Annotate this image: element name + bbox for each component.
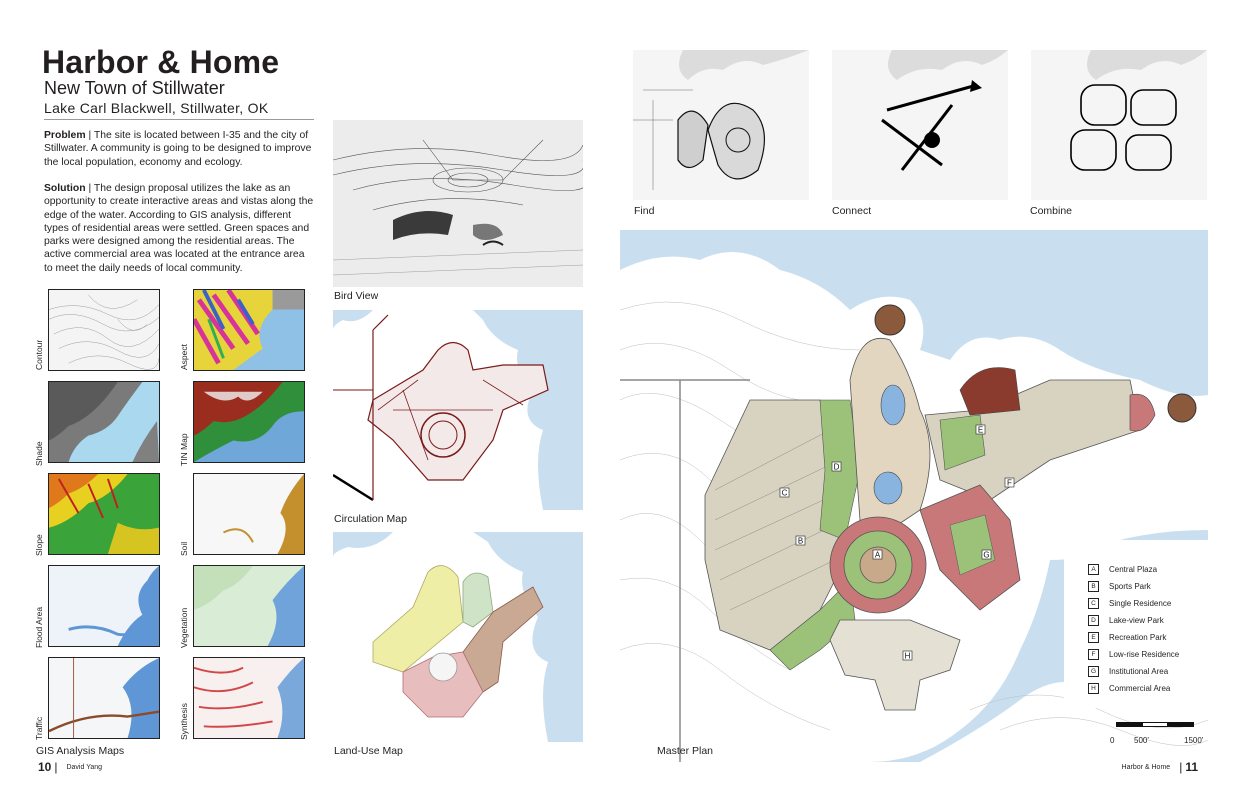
footer-right: Harbor & Home | 11: [1121, 760, 1198, 774]
gis-map-contour: [48, 289, 160, 371]
plan-letter-e: E: [977, 425, 984, 435]
gis-map-aspect: [193, 289, 305, 371]
circulation-map-image: [333, 310, 583, 510]
scale-segment: [1168, 722, 1194, 727]
gis-map-flood-area: [48, 565, 160, 647]
sketch-combine: [1031, 50, 1207, 200]
connect-caption: Connect: [832, 205, 872, 217]
scale-label-mid: 500': [1134, 736, 1149, 745]
gis-label-shade: Shade: [34, 441, 44, 466]
legend-item: B Sports Park: [1088, 581, 1151, 592]
legend-item: F Low-rise Residence: [1088, 649, 1179, 660]
gis-label-contour: Contour: [34, 339, 44, 370]
footer-author: David Yang: [66, 764, 103, 772]
right-page-number: 11: [1185, 760, 1198, 774]
plan-letter-h: H: [904, 651, 911, 661]
project-location: Lake Carl Blackwell, Stillwater, OK: [44, 100, 269, 116]
gis-label-tin-map: TIN Map: [179, 433, 189, 466]
gis-map-tin: [193, 381, 305, 463]
problem-paragraph: [44, 129, 316, 169]
scale-segment: [1142, 722, 1168, 727]
legend-item: C Single Residence: [1088, 598, 1171, 609]
combine-caption: Combine: [1030, 205, 1073, 217]
legend-item: H Commercial Area: [1088, 683, 1170, 694]
gis-map-vegetation: [193, 565, 305, 647]
problem-text: | The site is located between I-35 and the city of Stillwater. A community is going to be designed to improve the local population, economy and ecology.: [44, 130, 312, 168]
sketch-find: [633, 50, 809, 200]
gis-label-traffic: Traffic: [34, 716, 44, 740]
land-use-caption: Land-Use Map: [334, 745, 403, 757]
plan-letter-b: B: [797, 536, 804, 546]
gis-label-soil: Soil: [179, 541, 189, 556]
sketch-connect: [832, 50, 1008, 200]
plan-letter-f: F: [1007, 478, 1012, 488]
legend-item: E Recreation Park: [1088, 632, 1166, 643]
bird-view-caption: Bird View: [334, 290, 379, 302]
plan-letter-d: D: [833, 462, 840, 472]
master-plan-caption: Master Plan: [657, 745, 714, 757]
scale-label-zero: 0: [1110, 736, 1115, 745]
gis-caption: GIS Analysis Maps: [36, 745, 125, 757]
plan-letter-c: C: [781, 488, 788, 498]
scale-label-end: 1500': [1184, 736, 1204, 745]
scale-bar: [1106, 720, 1216, 750]
solution-paragraph: [44, 182, 316, 275]
find-caption: Find: [634, 205, 655, 217]
footer-project: Harbor & Home: [1121, 764, 1171, 772]
gis-label-aspect: Aspect: [179, 344, 189, 370]
left-page-number: 10: [38, 760, 52, 774]
plan-letter-g: G: [983, 550, 990, 560]
plan-letter-a: A: [874, 550, 881, 560]
circulation-caption: Circulation Map: [334, 513, 407, 525]
legend-item: G Institutional Area: [1088, 666, 1168, 677]
gis-label-flood-area: Flood Area: [34, 606, 44, 648]
footer-left: 10 | David Yang: [38, 760, 103, 774]
gis-map-soil: [193, 473, 305, 555]
gis-label-slope: Slope: [34, 534, 44, 556]
gis-map-synthesis: [193, 657, 305, 739]
solution-text: | The design proposal utilizes the lake as an opportunity to create interactive areas and vistas along the edge of the water. According to GIS analysis, different types of residential areas were settled. Green spaces and parks were designed among the residential areas. The active commercial area was located at the entrance area to meet the daily needs of local community.: [44, 183, 314, 274]
legend-item: D Lake-view Park: [1088, 615, 1164, 626]
solution-label: Solution: [44, 183, 86, 194]
gis-map-traffic: [48, 657, 160, 739]
gis-label-vegetation: Vegetation: [179, 607, 189, 648]
page-subtitle: New Town of Stillwater: [44, 78, 225, 98]
gis-map-slope: [48, 473, 160, 555]
gis-map-shade: [48, 381, 160, 463]
scale-segment: [1116, 722, 1142, 727]
title-divider: [44, 119, 314, 120]
master-plan-legend: [1064, 540, 1214, 708]
gis-label-synthesis: Synthesis: [179, 703, 189, 740]
problem-label: Problem: [44, 130, 86, 141]
land-use-map-image: [333, 532, 583, 742]
bird-view-image: [333, 120, 583, 287]
page-title: Harbor & Home: [42, 44, 280, 80]
legend-item: A Central Plaza: [1088, 564, 1157, 575]
